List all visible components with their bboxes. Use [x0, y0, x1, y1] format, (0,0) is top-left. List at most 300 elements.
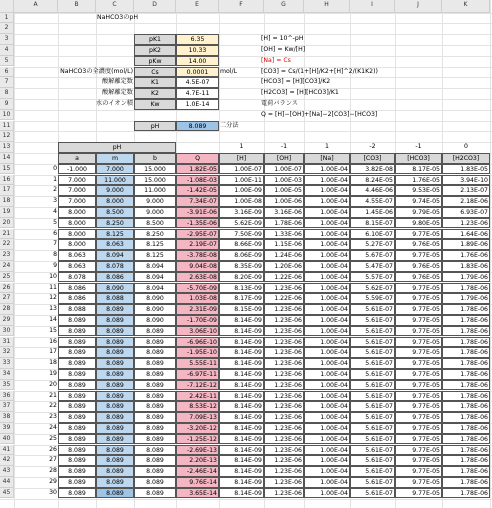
- table-cell[interactable]: 9.000: [134, 196, 176, 207]
- param-label[interactable]: pK1: [134, 34, 176, 45]
- table-cell[interactable]: 1.23E-06: [264, 315, 304, 326]
- table-cell[interactable]: 8.089: [96, 455, 134, 466]
- table-cell[interactable]: 1.83E-06: [442, 261, 490, 272]
- iteration-index[interactable]: 15: [49, 326, 57, 334]
- equation-text[interactable]: [H] = 10^-pH: [261, 35, 304, 43]
- table-cell[interactable]: 9.77E-05: [395, 326, 442, 337]
- iteration-index[interactable]: 16: [49, 337, 57, 345]
- table-cell[interactable]: -2.46E-14: [176, 466, 219, 477]
- table-cell[interactable]: 1.76E-06: [442, 250, 490, 261]
- table-cell[interactable]: 8.078: [96, 261, 134, 272]
- iteration-index[interactable]: 19: [49, 369, 57, 377]
- table-cell[interactable]: 1.78E-06: [442, 466, 490, 477]
- table-cell[interactable]: 5.61E-07: [350, 455, 395, 466]
- table-cell[interactable]: 8.14E-09: [219, 380, 264, 391]
- table-cell[interactable]: 1.78E-06: [442, 477, 490, 488]
- coefficient-cell[interactable]: 1: [325, 143, 329, 151]
- table-cell[interactable]: 8.063: [58, 261, 96, 272]
- table-cell[interactable]: 1.23E-06: [264, 358, 304, 369]
- equation-text[interactable]: [CO3] = Cs/(1+[H]/K2+[H]^2/(K1K2)): [261, 67, 378, 75]
- table-cell[interactable]: -6.96E-10: [176, 337, 219, 348]
- table-cell[interactable]: 8.089: [58, 358, 96, 369]
- row-header-31[interactable]: 31: [0, 337, 14, 348]
- table-cell[interactable]: 9.000: [96, 185, 134, 196]
- row-header-42[interactable]: 42: [0, 455, 14, 466]
- table-cell[interactable]: 9.77E-05: [395, 477, 442, 488]
- table-cell[interactable]: 3.06E-10: [176, 326, 219, 337]
- iteration-index[interactable]: 9: [53, 261, 57, 269]
- iteration-index[interactable]: 6: [53, 229, 57, 237]
- table-cell[interactable]: 8.089: [96, 466, 134, 477]
- table-cell[interactable]: 8.14E-09: [219, 412, 264, 423]
- ph-result-method[interactable]: 二分法: [220, 121, 239, 129]
- table-cell[interactable]: 8.125: [96, 229, 134, 240]
- column-header-D[interactable]: D: [134, 0, 176, 13]
- row-header-44[interactable]: 44: [0, 477, 14, 488]
- table-cell[interactable]: 7.000: [58, 185, 96, 196]
- table-cell[interactable]: 6.10E-07: [350, 229, 395, 240]
- table-cell[interactable]: 8.13E-09: [219, 283, 264, 294]
- table-cell[interactable]: 5.59E-07: [350, 293, 395, 304]
- table-cell[interactable]: 1.78E-06: [442, 412, 490, 423]
- table-cell[interactable]: 9.77E-05: [395, 250, 442, 261]
- row-header-17[interactable]: 17: [0, 185, 14, 196]
- table-cell[interactable]: -2.95E-07: [176, 229, 219, 240]
- table-cell[interactable]: 1.23E-06: [264, 434, 304, 445]
- table-cell[interactable]: 2.31E-09: [176, 304, 219, 315]
- table-cell[interactable]: 1.79E-06: [442, 293, 490, 304]
- table-cell[interactable]: 7.000: [58, 196, 96, 207]
- row-header-4[interactable]: 4: [0, 45, 14, 56]
- column-header-F[interactable]: F: [219, 0, 264, 13]
- iteration-index[interactable]: 8: [53, 251, 57, 259]
- table-cell[interactable]: 8.078: [58, 272, 96, 283]
- table-cell[interactable]: 8.089: [96, 488, 134, 499]
- table-cell[interactable]: 1.03E-08: [176, 293, 219, 304]
- table-cell[interactable]: 1.00E-05: [264, 185, 304, 196]
- table-cell[interactable]: 8.089: [58, 315, 96, 326]
- param-desc[interactable]: 酸解離定数: [102, 89, 133, 97]
- table-cell[interactable]: 8.089: [96, 434, 134, 445]
- row-header-19[interactable]: 19: [0, 207, 14, 218]
- iteration-index[interactable]: 11: [49, 283, 57, 291]
- param-label[interactable]: K2: [134, 88, 176, 99]
- table-cell[interactable]: 2.19E-07: [176, 239, 219, 250]
- table-cell[interactable]: 8.090: [96, 283, 134, 294]
- table-cell[interactable]: 9.79E-05: [395, 207, 442, 218]
- table-cell[interactable]: 1.00E-04: [304, 229, 350, 240]
- table-cell[interactable]: 1.00E-04: [304, 466, 350, 477]
- table-cell[interactable]: 5.67E-07: [350, 250, 395, 261]
- table-cell[interactable]: 9.77E-05: [395, 380, 442, 391]
- table-cell[interactable]: 5.61E-07: [350, 434, 395, 445]
- table-cell[interactable]: 8.089: [134, 412, 176, 423]
- table-cell[interactable]: 8.089: [134, 455, 176, 466]
- table-cell[interactable]: -1.08E-03: [176, 175, 219, 186]
- param-label[interactable]: Cs: [134, 67, 176, 78]
- row-header-38[interactable]: 38: [0, 412, 14, 423]
- iteration-index[interactable]: 10: [49, 272, 57, 280]
- table-cell[interactable]: 9.77E-05: [395, 401, 442, 412]
- table-cell[interactable]: 1.23E-06: [264, 401, 304, 412]
- table-cell[interactable]: 9.77E-05: [395, 304, 442, 315]
- table-cell[interactable]: -1.000: [58, 164, 96, 175]
- table-cell[interactable]: 8.089: [134, 401, 176, 412]
- table-cell[interactable]: 1.00E-06: [264, 196, 304, 207]
- table-cell[interactable]: 1.23E-06: [264, 445, 304, 456]
- table-cell[interactable]: 5.47E-07: [350, 261, 395, 272]
- table-cell[interactable]: 8.089: [58, 401, 96, 412]
- table-cell[interactable]: 8.53E-12: [176, 401, 219, 412]
- row-header-33[interactable]: 33: [0, 358, 14, 369]
- table-cell[interactable]: 3.16E-06: [264, 207, 304, 218]
- table-cell[interactable]: 3.94E-10: [442, 175, 490, 186]
- table-cell[interactable]: 5.62E-09: [219, 218, 264, 229]
- table-cell[interactable]: 8.089: [134, 326, 176, 337]
- table-cell[interactable]: 1.78E-06: [442, 347, 490, 358]
- table-cell[interactable]: 1.23E-06: [264, 283, 304, 294]
- iteration-index[interactable]: 27: [49, 456, 57, 464]
- table-cell[interactable]: 8.089: [58, 391, 96, 402]
- row-header-9[interactable]: 9: [0, 99, 14, 110]
- table-cell[interactable]: 9.77E-05: [395, 337, 442, 348]
- table-cell[interactable]: 1.23E-06: [264, 304, 304, 315]
- table-cell[interactable]: 2.63E-08: [176, 272, 219, 283]
- row-header-23[interactable]: 23: [0, 250, 14, 261]
- row-header-35[interactable]: 35: [0, 380, 14, 391]
- table-cell[interactable]: 1.22E-06: [264, 272, 304, 283]
- table-cell[interactable]: 8.089: [134, 380, 176, 391]
- table-cell[interactable]: 5.27E-07: [350, 239, 395, 250]
- row-header-26[interactable]: 26: [0, 283, 14, 294]
- table-cell[interactable]: 8.14E-09: [219, 434, 264, 445]
- table-cell[interactable]: 8.089: [134, 434, 176, 445]
- table-cell[interactable]: 9.77E-05: [395, 229, 442, 240]
- table-cell[interactable]: 1.00E-07: [219, 164, 264, 175]
- table-cell[interactable]: 1.78E-06: [442, 434, 490, 445]
- iteration-index[interactable]: 13: [49, 305, 57, 313]
- table-cell[interactable]: 9.76E-14: [176, 477, 219, 488]
- table-cell[interactable]: 1.78E-06: [442, 423, 490, 434]
- table-cell[interactable]: 1.00E-03: [264, 175, 304, 186]
- table-cell[interactable]: 8.089: [58, 488, 96, 499]
- table-cell[interactable]: 1.00E-04: [304, 477, 350, 488]
- table-cell[interactable]: 8.089: [96, 391, 134, 402]
- table-cell[interactable]: 1.23E-06: [264, 391, 304, 402]
- table-cell[interactable]: 1.23E-06: [264, 488, 304, 499]
- table-cell[interactable]: 1.00E-04: [304, 185, 350, 196]
- table-cell[interactable]: 5.61E-07: [350, 445, 395, 456]
- row-header-1[interactable]: 1: [0, 13, 14, 24]
- row-header-6[interactable]: 6: [0, 67, 14, 78]
- iteration-index[interactable]: 21: [49, 391, 57, 399]
- table-cell[interactable]: 5.61E-07: [350, 326, 395, 337]
- table-cell[interactable]: 5.62E-07: [350, 283, 395, 294]
- table-cell[interactable]: 8.089: [134, 369, 176, 380]
- equation-text[interactable]: [HCO3] = [H][CO3]/K2: [261, 78, 331, 86]
- table-cell[interactable]: 1.00E-04: [304, 488, 350, 499]
- column-header-H[interactable]: H: [304, 0, 350, 13]
- table-cell[interactable]: 1.00E-04: [304, 434, 350, 445]
- coefficient-cell[interactable]: -2: [369, 143, 376, 151]
- table-cell[interactable]: 8.088: [58, 304, 96, 315]
- iteration-index[interactable]: 24: [49, 423, 57, 431]
- table-cell[interactable]: 1.83E-05: [442, 164, 490, 175]
- table-cell[interactable]: 9.77E-05: [395, 488, 442, 499]
- table-cell[interactable]: 1.89E-06: [442, 239, 490, 250]
- table-cell[interactable]: 1.33E-06: [264, 229, 304, 240]
- table-cell[interactable]: 1.78E-06: [442, 488, 490, 499]
- table-cell[interactable]: 1.23E-06: [264, 380, 304, 391]
- param-value[interactable]: 4.5E-07: [176, 77, 219, 88]
- table-cell[interactable]: 1.23E-06: [264, 466, 304, 477]
- row-header-32[interactable]: 32: [0, 347, 14, 358]
- table-cell[interactable]: 8.094: [134, 261, 176, 272]
- row-header-34[interactable]: 34: [0, 369, 14, 380]
- row-header-3[interactable]: 3: [0, 34, 14, 45]
- table-cell[interactable]: 8.20E-09: [219, 272, 264, 283]
- coefficient-cell[interactable]: 0: [464, 143, 468, 151]
- table-cell[interactable]: 8.089: [58, 445, 96, 456]
- table-cell[interactable]: 9.77E-05: [395, 412, 442, 423]
- table-cell[interactable]: 5.61E-07: [350, 347, 395, 358]
- row-header-39[interactable]: 39: [0, 423, 14, 434]
- table-header-oh[interactable]: [OH]: [264, 153, 304, 164]
- row-header-11[interactable]: 11: [0, 121, 14, 132]
- table-cell[interactable]: 1.15E-06: [264, 239, 304, 250]
- row-header-13[interactable]: 13: [0, 142, 14, 153]
- param-value[interactable]: 10.33: [176, 45, 219, 56]
- table-cell[interactable]: 9.74E-05: [395, 196, 442, 207]
- table-cell[interactable]: 8.14E-09: [219, 358, 264, 369]
- table-cell[interactable]: 8.089: [58, 455, 96, 466]
- table-cell[interactable]: -3.91E-06: [176, 207, 219, 218]
- table-cell[interactable]: 9.76E-05: [395, 239, 442, 250]
- table-cell[interactable]: 3.65E-14: [176, 488, 219, 499]
- table-cell[interactable]: 1.78E-06: [442, 337, 490, 348]
- table-cell[interactable]: 8.14E-09: [219, 423, 264, 434]
- equation-text[interactable]: [Na] = Cs: [261, 56, 291, 64]
- table-cell[interactable]: 5.61E-07: [350, 412, 395, 423]
- coefficient-cell[interactable]: -1: [415, 143, 422, 151]
- equation-text[interactable]: 電荷バランス: [261, 99, 298, 107]
- table-cell[interactable]: 1.23E-06: [264, 412, 304, 423]
- table-cell[interactable]: 8.15E-09: [219, 304, 264, 315]
- table-cell[interactable]: 9.77E-05: [395, 283, 442, 294]
- table-cell[interactable]: 1.00E-04: [304, 175, 350, 186]
- table-cell[interactable]: 1.00E-04: [304, 445, 350, 456]
- table-cell[interactable]: 5.61E-07: [350, 391, 395, 402]
- row-header-43[interactable]: 43: [0, 466, 14, 477]
- table-cell[interactable]: 8.000: [58, 229, 96, 240]
- table-cell[interactable]: 1.00E-04: [304, 261, 350, 272]
- table-cell[interactable]: 8.063: [58, 250, 96, 261]
- table-cell[interactable]: 1.00E-04: [304, 218, 350, 229]
- column-header-I[interactable]: I: [350, 0, 395, 13]
- table-cell[interactable]: 8.15E-07: [350, 218, 395, 229]
- table-cell[interactable]: 5.61E-07: [350, 401, 395, 412]
- table-cell[interactable]: 1.00E-04: [304, 391, 350, 402]
- table-cell[interactable]: 8.089: [58, 326, 96, 337]
- table-cell[interactable]: 1.00E-09: [219, 185, 264, 196]
- table-cell[interactable]: 1.78E-06: [442, 326, 490, 337]
- row-header-14[interactable]: 14: [0, 153, 14, 164]
- table-cell[interactable]: -5.70E-09: [176, 283, 219, 294]
- iteration-index[interactable]: 29: [49, 477, 57, 485]
- table-cell[interactable]: 1.64E-06: [442, 229, 490, 240]
- row-header-45[interactable]: 45: [0, 488, 14, 499]
- equation-text[interactable]: [OH] = Kw/[H]: [261, 45, 306, 53]
- table-cell[interactable]: 1.00E-11: [219, 175, 264, 186]
- ph-result-label[interactable]: pH: [134, 121, 176, 132]
- param-value[interactable]: 14.00: [176, 56, 219, 67]
- table-cell[interactable]: 1.00E-04: [304, 326, 350, 337]
- row-header-40[interactable]: 40: [0, 434, 14, 445]
- iteration-index[interactable]: 18: [49, 359, 57, 367]
- row-header-24[interactable]: 24: [0, 261, 14, 272]
- table-cell[interactable]: 8.14E-09: [219, 391, 264, 402]
- table-cell[interactable]: 8.14E-09: [219, 337, 264, 348]
- equation-text[interactable]: [H2CO3] = [H][HCO3]/K1: [261, 89, 339, 97]
- table-cell[interactable]: 8.06E-09: [219, 250, 264, 261]
- select-all-corner[interactable]: [0, 0, 14, 13]
- param-label[interactable]: K1: [134, 77, 176, 88]
- table-cell[interactable]: 8.250: [96, 218, 134, 229]
- table-cell[interactable]: 1.78E-06: [442, 380, 490, 391]
- iteration-index[interactable]: 23: [49, 413, 57, 421]
- coefficient-cell[interactable]: -1: [280, 143, 288, 151]
- param-label[interactable]: pK2: [134, 45, 176, 56]
- table-cell[interactable]: 8.089: [96, 304, 134, 315]
- table-cell[interactable]: 3.16E-09: [219, 207, 264, 218]
- iteration-index[interactable]: 0: [53, 164, 57, 172]
- table-cell[interactable]: 8.14E-09: [219, 477, 264, 488]
- table-cell[interactable]: 1.00E-04: [304, 250, 350, 261]
- table-cell[interactable]: 8.089: [96, 347, 134, 358]
- table-cell[interactable]: 15.000: [134, 175, 176, 186]
- table-cell[interactable]: 5.61E-07: [350, 488, 395, 499]
- table-cell[interactable]: 8.090: [134, 315, 176, 326]
- table-cell[interactable]: -1.42E-05: [176, 185, 219, 196]
- table-cell[interactable]: -6.97E-11: [176, 369, 219, 380]
- table-cell[interactable]: 2.13E-07: [442, 185, 490, 196]
- table-cell[interactable]: 8.250: [134, 229, 176, 240]
- table-cell[interactable]: 8.500: [134, 218, 176, 229]
- row-header-8[interactable]: 8: [0, 88, 14, 99]
- table-cell[interactable]: 5.61E-07: [350, 369, 395, 380]
- iteration-index[interactable]: 20: [49, 380, 57, 388]
- table-cell[interactable]: 9.76E-05: [395, 261, 442, 272]
- iteration-index[interactable]: 22: [49, 402, 57, 410]
- coefficient-cell[interactable]: 1: [239, 143, 244, 151]
- row-header-21[interactable]: 21: [0, 229, 14, 240]
- table-cell[interactable]: 1.00E-04: [304, 272, 350, 283]
- row-header-15[interactable]: 15: [0, 164, 14, 175]
- table-cell[interactable]: 1.78E-06: [264, 218, 304, 229]
- table-cell[interactable]: 8.090: [134, 293, 176, 304]
- iteration-index[interactable]: 3: [53, 197, 57, 205]
- table-cell[interactable]: 5.55E-11: [176, 358, 219, 369]
- row-header-18[interactable]: 18: [0, 196, 14, 207]
- table-group-label[interactable]: pH: [58, 142, 176, 153]
- iteration-index[interactable]: 14: [49, 315, 57, 323]
- column-header-A[interactable]: A: [14, 0, 58, 13]
- table-cell[interactable]: 9.53E-05: [395, 185, 442, 196]
- column-header-C[interactable]: C: [96, 0, 134, 13]
- table-cell[interactable]: 7.000: [58, 175, 96, 186]
- table-cell[interactable]: 1.00E-04: [304, 347, 350, 358]
- table-cell[interactable]: 8.090: [134, 304, 176, 315]
- table-cell[interactable]: 1.20E-06: [264, 261, 304, 272]
- table-cell[interactable]: 1.23E-06: [264, 455, 304, 466]
- row-header-25[interactable]: 25: [0, 272, 14, 283]
- table-cell[interactable]: 9.77E-05: [395, 391, 442, 402]
- table-header-q[interactable]: Q: [176, 153, 219, 164]
- table-cell[interactable]: 2.42E-11: [176, 391, 219, 402]
- table-cell[interactable]: 8.000: [96, 196, 134, 207]
- table-cell[interactable]: 15.000: [134, 164, 176, 175]
- row-header-12[interactable]: 12: [0, 131, 14, 142]
- row-header-22[interactable]: 22: [0, 239, 14, 250]
- table-cell[interactable]: 1.23E-06: [264, 369, 304, 380]
- iteration-index[interactable]: 30: [49, 488, 57, 496]
- table-cell[interactable]: 8.086: [58, 293, 96, 304]
- iteration-index[interactable]: 17: [49, 348, 57, 356]
- table-cell[interactable]: 8.088: [96, 293, 134, 304]
- table-cell[interactable]: 1.00E-04: [304, 315, 350, 326]
- table-cell[interactable]: 8.14E-09: [219, 455, 264, 466]
- table-cell[interactable]: 8.089: [96, 369, 134, 380]
- table-cell[interactable]: 8.66E-09: [219, 239, 264, 250]
- table-cell[interactable]: 8.089: [96, 477, 134, 488]
- table-cell[interactable]: 1.78E-06: [442, 369, 490, 380]
- table-cell[interactable]: 8.14E-09: [219, 401, 264, 412]
- table-cell[interactable]: -7.12E-12: [176, 380, 219, 391]
- table-cell[interactable]: 1.00E-08: [219, 196, 264, 207]
- row-header-28[interactable]: 28: [0, 304, 14, 315]
- table-cell[interactable]: 8.089: [134, 347, 176, 358]
- table-cell[interactable]: -1.95E-10: [176, 347, 219, 358]
- param-value[interactable]: 0.0001: [176, 67, 219, 78]
- table-cell[interactable]: 8.094: [96, 250, 134, 261]
- param-value[interactable]: 4.7E-11: [176, 88, 219, 99]
- table-cell[interactable]: 1.78E-06: [442, 455, 490, 466]
- table-header-a[interactable]: a: [58, 153, 96, 164]
- table-cell[interactable]: 1.45E-06: [350, 207, 395, 218]
- table-cell[interactable]: 8.000: [58, 207, 96, 218]
- row-header-30[interactable]: 30: [0, 326, 14, 337]
- table-cell[interactable]: 8.089: [96, 401, 134, 412]
- table-cell[interactable]: 1.78E-06: [442, 445, 490, 456]
- table-cell[interactable]: 7.34E-07: [176, 196, 219, 207]
- table-cell[interactable]: 1.00E-04: [304, 164, 350, 175]
- table-cell[interactable]: 8.089: [58, 380, 96, 391]
- table-cell[interactable]: 8.14E-09: [219, 315, 264, 326]
- table-cell[interactable]: 1.23E-06: [264, 423, 304, 434]
- table-cell[interactable]: 8.089: [134, 445, 176, 456]
- table-cell[interactable]: 8.17E-09: [219, 293, 264, 304]
- table-cell[interactable]: 1.00E-04: [304, 196, 350, 207]
- table-cell[interactable]: 5.61E-07: [350, 466, 395, 477]
- column-header-B[interactable]: B: [58, 0, 96, 13]
- table-cell[interactable]: 1.23E-06: [264, 326, 304, 337]
- table-cell[interactable]: 1.76E-05: [395, 175, 442, 186]
- row-header-41[interactable]: 41: [0, 445, 14, 456]
- table-cell[interactable]: 1.00E-04: [304, 283, 350, 294]
- table-cell[interactable]: 1.00E-04: [304, 207, 350, 218]
- table-cell[interactable]: 5.61E-07: [350, 304, 395, 315]
- column-header-G[interactable]: G: [264, 0, 304, 13]
